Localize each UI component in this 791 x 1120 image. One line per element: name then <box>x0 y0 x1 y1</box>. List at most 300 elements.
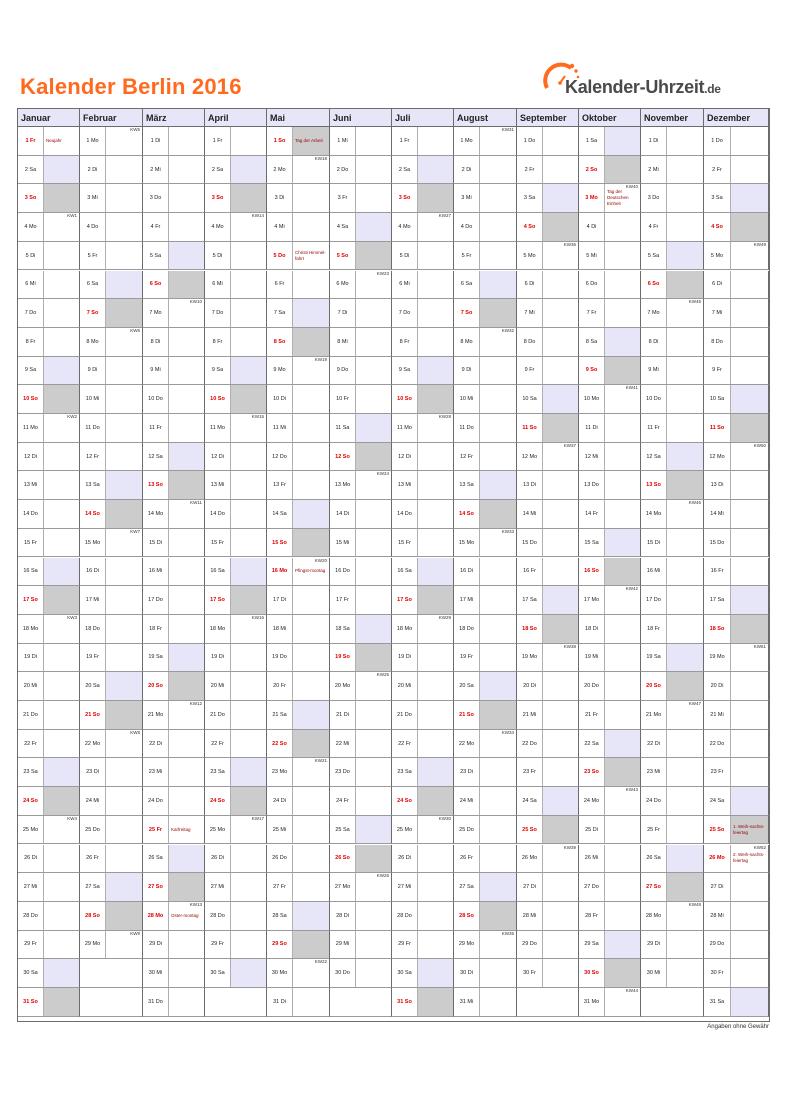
month-column <box>330 109 392 1021</box>
week-number: KW11 <box>190 500 202 506</box>
day-cell <box>579 845 641 874</box>
day-label: 28 So <box>80 902 106 930</box>
day-cell <box>454 701 517 730</box>
note-field <box>44 156 79 184</box>
day-cell <box>143 156 205 185</box>
day-cell <box>579 242 641 271</box>
note-field <box>231 357 266 385</box>
day-cell <box>143 213 205 242</box>
day-cell <box>454 845 517 874</box>
note-field <box>169 672 204 700</box>
day-label: 15 Do <box>517 529 543 557</box>
day-cell <box>392 988 454 1017</box>
week-number: KW41 <box>625 385 638 391</box>
month-column <box>517 109 579 1021</box>
note-field <box>356 529 391 557</box>
day-label: 1 Sa <box>579 127 605 155</box>
day-label: 16 Fr <box>517 558 543 586</box>
day-label: 17 Sa <box>517 586 543 614</box>
day-cell <box>454 271 517 300</box>
day-label: 29 Mo <box>80 931 106 959</box>
day-label: 21 So <box>80 701 106 729</box>
day-cell <box>641 701 704 730</box>
day-cell <box>579 586 641 615</box>
day-label: 26 Sa <box>641 845 667 873</box>
day-label: 19 Fr <box>454 644 480 672</box>
day-cell <box>454 156 517 185</box>
note-field <box>605 644 640 672</box>
day-cell <box>267 242 330 271</box>
day-label: 1 So <box>267 127 293 155</box>
day-label: 12 Di <box>18 443 44 471</box>
day-cell <box>392 184 454 213</box>
day-label: 28 Mo <box>143 902 169 930</box>
day-label: 30 Sa <box>392 959 418 987</box>
day-label: 11 So <box>704 414 731 442</box>
day-cell <box>392 672 454 701</box>
week-number: KW29 <box>438 614 451 620</box>
note-field <box>731 730 768 758</box>
day-label: 14 Do <box>392 500 418 528</box>
day-label: 17 So <box>392 586 418 614</box>
note-field <box>605 873 640 901</box>
note-field <box>356 184 391 212</box>
day-label: 5 Fr <box>80 242 106 270</box>
day-cell <box>704 816 769 845</box>
note-field <box>731 357 768 385</box>
day-cell <box>267 471 330 500</box>
note-field <box>667 873 703 901</box>
page-title: Kalender Berlin 2016 <box>20 74 242 99</box>
note-field <box>418 902 453 930</box>
day-cell <box>579 644 641 673</box>
note-field <box>605 845 640 873</box>
day-cell <box>517 299 579 328</box>
note-field <box>356 816 391 844</box>
note-field <box>106 385 142 413</box>
day-cell <box>143 845 205 874</box>
month-header: April <box>205 109 267 127</box>
note-field <box>106 672 142 700</box>
day-label: 9 Mi <box>641 357 667 385</box>
day-label: 19 Fr <box>80 644 106 672</box>
day-cell <box>517 959 579 988</box>
note-field <box>356 959 391 987</box>
day-cell <box>267 959 330 988</box>
note-field <box>667 758 703 786</box>
day-label: 16 Di <box>454 558 480 586</box>
note-field <box>480 299 516 327</box>
day-label: 6 Mi <box>392 271 418 299</box>
note-field <box>106 816 142 844</box>
day-label: 1 Mi <box>330 127 356 155</box>
note-field <box>169 443 204 471</box>
day-cell <box>205 357 267 386</box>
day-label: 2 Do <box>330 156 356 184</box>
day-label: 28 Di <box>330 902 356 930</box>
note-field <box>231 873 266 901</box>
note-field <box>667 644 703 672</box>
day-cell <box>454 931 517 960</box>
day-label: 6 Di <box>704 271 731 299</box>
day-cell <box>392 443 454 472</box>
day-cell <box>330 213 392 242</box>
empty-day-cell <box>517 988 579 1017</box>
day-cell <box>517 271 579 300</box>
day-label: 27 Do <box>579 873 605 901</box>
day-label: 4 Mo <box>392 213 418 241</box>
day-cell <box>143 271 205 300</box>
day-label: 16 So <box>579 558 605 586</box>
day-cell <box>641 242 704 271</box>
day-cell <box>704 184 769 213</box>
day-cell <box>330 242 392 271</box>
note-field <box>293 586 329 614</box>
day-label: 4 Mo <box>205 213 231 241</box>
week-number: KW21 <box>314 758 327 764</box>
week-number: KW14 <box>251 213 264 219</box>
day-cell <box>517 787 579 816</box>
day-label: 22 Fr <box>392 730 418 758</box>
note-field <box>418 758 453 786</box>
day-label: 4 Do <box>454 213 480 241</box>
week-number: KW4 <box>67 815 77 821</box>
day-label: 29 Mi <box>330 931 356 959</box>
day-label: 24 So <box>392 787 418 815</box>
day-cell <box>704 328 769 357</box>
day-cell <box>143 615 205 644</box>
day-label: 22 Sa <box>579 730 605 758</box>
note-field <box>44 471 79 499</box>
day-label: 10 Di <box>267 385 293 413</box>
note-field <box>169 385 204 413</box>
day-cell <box>517 184 579 213</box>
day-cell <box>392 127 454 156</box>
day-cell <box>80 328 143 357</box>
day-cell <box>704 500 769 529</box>
day-label: 7 Do <box>18 299 44 327</box>
day-cell <box>18 414 80 443</box>
note-field <box>44 558 79 586</box>
day-cell <box>392 471 454 500</box>
day-label: 20 Sa <box>80 672 106 700</box>
day-cell <box>18 644 80 673</box>
note-field <box>543 156 578 184</box>
day-cell <box>517 672 579 701</box>
empty-day-cell <box>80 988 143 1017</box>
day-label: 12 Sa <box>641 443 667 471</box>
note-field <box>293 271 329 299</box>
day-cell <box>143 873 205 902</box>
week-number: KW34 <box>501 729 514 735</box>
day-cell <box>704 988 769 1017</box>
note-field <box>44 644 79 672</box>
note-field <box>418 500 453 528</box>
day-cell <box>704 443 769 472</box>
note-field <box>106 701 142 729</box>
day-label: 28 Do <box>18 902 44 930</box>
day-cell <box>641 156 704 185</box>
note-field <box>231 558 266 586</box>
day-label: 18 Fr <box>143 615 169 643</box>
day-cell <box>579 443 641 472</box>
day-label: 26 Fr <box>80 845 106 873</box>
day-cell <box>18 845 80 874</box>
day-label: 26 Fr <box>454 845 480 873</box>
day-label: 30 Sa <box>205 959 231 987</box>
day-cell <box>517 730 579 759</box>
day-cell <box>641 902 704 931</box>
day-cell <box>330 271 392 300</box>
note-field <box>480 902 516 930</box>
day-label: 12 Mo <box>704 443 731 471</box>
day-label: 27 So <box>641 873 667 901</box>
day-label: 11 Sa <box>330 414 356 442</box>
day-label: 23 So <box>579 758 605 786</box>
note-field <box>293 471 329 499</box>
day-label: 22 So <box>267 730 293 758</box>
note-field <box>44 357 79 385</box>
day-label: 18 Sa <box>330 615 356 643</box>
day-cell <box>641 558 704 587</box>
day-label: 3 Mi <box>80 184 106 212</box>
day-label: 24 Mo <box>579 787 605 815</box>
note-field <box>543 586 578 614</box>
day-label: 13 So <box>641 471 667 499</box>
day-cell <box>517 558 579 587</box>
note-field <box>480 500 516 528</box>
week-number: KW23 <box>376 270 389 276</box>
day-label: 16 Di <box>80 558 106 586</box>
day-cell <box>454 672 517 701</box>
note-field <box>605 816 640 844</box>
note-field <box>231 184 266 212</box>
week-number: KW8 <box>130 729 140 735</box>
day-label: 19 Sa <box>641 644 667 672</box>
note-field <box>605 357 640 385</box>
note-field <box>356 558 391 586</box>
day-cell <box>80 787 143 816</box>
day-label: 21 Fr <box>579 701 605 729</box>
day-label: 15 Mi <box>330 529 356 557</box>
day-label: 22 Di <box>641 730 667 758</box>
day-label: 10 Sa <box>704 385 731 413</box>
day-cell <box>517 758 579 787</box>
day-cell <box>18 529 80 558</box>
day-label: 21 Di <box>330 701 356 729</box>
day-cell <box>641 443 704 472</box>
month-header: Dezember <box>704 109 769 127</box>
day-label: 23 Sa <box>18 758 44 786</box>
day-cell <box>641 787 704 816</box>
empty-day-cell <box>205 988 267 1017</box>
day-label: 21 Do <box>18 701 44 729</box>
day-cell <box>205 644 267 673</box>
day-label: 17 Sa <box>704 586 731 614</box>
note-field <box>169 931 204 959</box>
day-cell <box>579 127 641 156</box>
note-field <box>169 242 204 270</box>
note-field <box>480 213 516 241</box>
note-field <box>667 529 703 557</box>
month-header: März <box>143 109 205 127</box>
day-cell <box>205 414 267 443</box>
day-label: 30 Mi <box>143 959 169 987</box>
day-label: 31 Do <box>143 988 169 1016</box>
day-cell <box>205 529 267 558</box>
day-label: 2 Sa <box>205 156 231 184</box>
note-field <box>293 873 329 901</box>
day-label: 14 Mo <box>641 500 667 528</box>
day-cell <box>267 500 330 529</box>
note-field <box>480 586 516 614</box>
day-label: 10 So <box>392 385 418 413</box>
day-label: 8 Mo <box>80 328 106 356</box>
empty-day-cell <box>330 988 392 1017</box>
week-number: KW33 <box>501 528 514 534</box>
day-cell <box>267 558 330 587</box>
note-field <box>480 758 516 786</box>
note-field <box>231 156 266 184</box>
note-field <box>293 845 329 873</box>
note-field <box>418 156 453 184</box>
day-cell <box>392 357 454 386</box>
day-cell <box>392 271 454 300</box>
note-field <box>231 931 266 959</box>
note-field <box>543 758 578 786</box>
day-label: 10 So <box>18 385 44 413</box>
day-label: 24 So <box>205 787 231 815</box>
day-label: 15 Di <box>143 529 169 557</box>
day-cell <box>143 816 205 845</box>
note-field <box>418 271 453 299</box>
day-label: 20 So <box>641 672 667 700</box>
day-label: 9 Do <box>330 357 356 385</box>
day-cell <box>330 184 392 213</box>
day-label: 29 Mo <box>454 931 480 959</box>
day-cell <box>454 127 517 156</box>
day-cell <box>80 873 143 902</box>
day-cell <box>641 414 704 443</box>
day-label: 14 Di <box>330 500 356 528</box>
note-field <box>44 931 79 959</box>
note-field <box>480 558 516 586</box>
note-field <box>731 414 768 442</box>
day-cell <box>267 271 330 300</box>
day-label: 20 Fr <box>267 672 293 700</box>
day-cell <box>330 672 392 701</box>
note-field <box>106 615 142 643</box>
day-cell <box>392 931 454 960</box>
day-cell <box>267 644 330 673</box>
day-cell <box>80 156 143 185</box>
day-cell <box>80 184 143 213</box>
note-field <box>667 414 703 442</box>
day-cell <box>704 127 769 156</box>
day-label: 5 Do <box>267 242 293 270</box>
day-cell <box>704 471 769 500</box>
note-field <box>480 615 516 643</box>
day-cell <box>80 931 143 960</box>
note-field <box>667 959 703 987</box>
day-label: 26 Mo <box>704 845 731 873</box>
day-cell <box>454 730 517 759</box>
day-label: 9 Sa <box>18 357 44 385</box>
day-label: 18 Do <box>454 615 480 643</box>
day-label: 14 Mo <box>143 500 169 528</box>
note-field <box>356 644 391 672</box>
day-cell <box>579 529 641 558</box>
day-cell <box>205 385 267 414</box>
day-cell <box>579 471 641 500</box>
week-number: KW45 <box>688 299 701 305</box>
day-cell <box>330 787 392 816</box>
day-label: 27 So <box>143 873 169 901</box>
note-field <box>605 271 640 299</box>
day-label: 22 Do <box>517 730 543 758</box>
day-label: 31 Mo <box>579 988 605 1016</box>
day-cell <box>18 127 80 156</box>
note-field <box>44 586 79 614</box>
note-field <box>667 184 703 212</box>
day-cell <box>579 500 641 529</box>
note-field <box>169 156 204 184</box>
day-cell <box>517 328 579 357</box>
note-field <box>356 357 391 385</box>
day-label: 14 Do <box>205 500 231 528</box>
note-field <box>106 213 142 241</box>
note-field <box>418 558 453 586</box>
day-label: 6 Mo <box>330 271 356 299</box>
day-cell <box>704 156 769 185</box>
note-field <box>418 184 453 212</box>
day-label: 5 Sa <box>641 242 667 270</box>
note-field <box>480 242 516 270</box>
day-cell <box>143 701 205 730</box>
day-label: 7 So <box>80 299 106 327</box>
note-field <box>169 586 204 614</box>
note-field <box>293 385 329 413</box>
note-field <box>667 213 703 241</box>
day-label: 4 Sa <box>330 213 356 241</box>
day-cell <box>579 184 641 213</box>
note-field <box>231 701 266 729</box>
day-cell <box>579 328 641 357</box>
day-label: 17 Mi <box>80 586 106 614</box>
note-field <box>231 845 266 873</box>
note-field <box>44 500 79 528</box>
day-label: 26 Di <box>392 845 418 873</box>
day-cell <box>454 213 517 242</box>
day-label: 3 Do <box>143 184 169 212</box>
note-field <box>418 988 453 1016</box>
note-field <box>667 672 703 700</box>
day-cell <box>18 816 80 845</box>
day-label: 24 Sa <box>704 787 731 815</box>
day-cell <box>330 730 392 759</box>
week-number: KW48 <box>688 901 701 907</box>
note-field <box>293 529 329 557</box>
note-field <box>418 931 453 959</box>
day-cell <box>18 328 80 357</box>
note-field <box>731 672 768 700</box>
day-label: 26 Do <box>267 845 293 873</box>
week-number: KW35 <box>501 930 514 936</box>
day-cell <box>18 443 80 472</box>
day-label: 10 Sa <box>517 385 543 413</box>
day-label: 14 Mi <box>517 500 543 528</box>
day-cell <box>641 931 704 960</box>
